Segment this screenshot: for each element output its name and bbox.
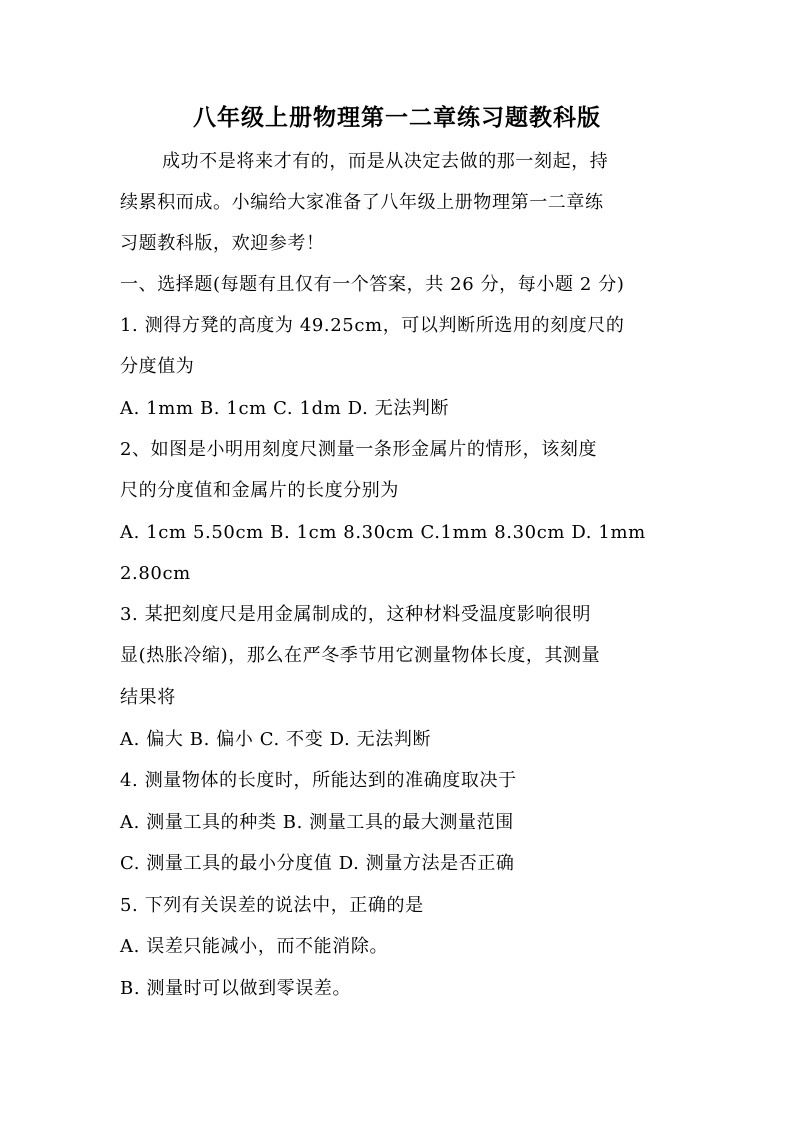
question-line: 结果将 xyxy=(120,687,176,708)
intro-line: 续累积而成。小编给大家准备了八年级上册物理第一二章练 xyxy=(120,192,604,213)
question-line: 5. 下列有关误差的说法中，正确的是 xyxy=(120,895,424,916)
question-line: 3. 某把刻度尺是用金属制成的，这种材料受温度影响很明 xyxy=(120,604,592,625)
question-line: 分度值为 xyxy=(120,356,195,377)
answer-options: A. 1mm B. 1cm C. 1dm D. 无法判断 xyxy=(120,398,450,419)
question-line: 1. 测得方凳的高度为 49.25cm，可以判断所选用的刻度尺的 xyxy=(120,315,625,336)
answer-options: A. 偏大 B. 偏小 C. 不变 D. 无法判断 xyxy=(120,729,432,750)
question-line: 2、如图是小明用刻度尺测量一条形金属片的情形，该刻度 xyxy=(120,439,598,460)
answer-options: B. 测量时可以做到零误差。 xyxy=(120,978,352,999)
answer-options: 2.80cm xyxy=(120,563,191,584)
question-line: 显(热胀冷缩)，那么在严冬季节用它测量物体长度，其测量 xyxy=(120,645,601,666)
question-line: 4. 测量物体的长度时，所能达到的准确度取决于 xyxy=(120,770,517,791)
question-line: 尺的分度值和金属片的长度分别为 xyxy=(120,480,399,501)
answer-options: A. 误差只能减小，而不能消除。 xyxy=(120,936,389,957)
document-title: 八年级上册物理第一二章练习题教科版 xyxy=(193,104,601,131)
answer-options: A. 测量工具的种类 B. 测量工具的最大测量范围 xyxy=(120,812,514,833)
intro-line: 成功不是将来才有的，而是从决定去做的那一刻起，持 xyxy=(162,151,609,172)
answer-options: A. 1cm 5.50cm B. 1cm 8.30cm C.1mm 8.30cm D. 1mm xyxy=(120,522,646,543)
intro-line: 习题教科版，欢迎参考！ xyxy=(120,233,325,254)
answer-options: C. 测量工具的最小分度值 D. 测量方法是否正确 xyxy=(120,853,515,874)
section-heading: 一、选择题(每题有且仅有一个答案，共 26 分，每小题 2 分) xyxy=(120,274,625,295)
